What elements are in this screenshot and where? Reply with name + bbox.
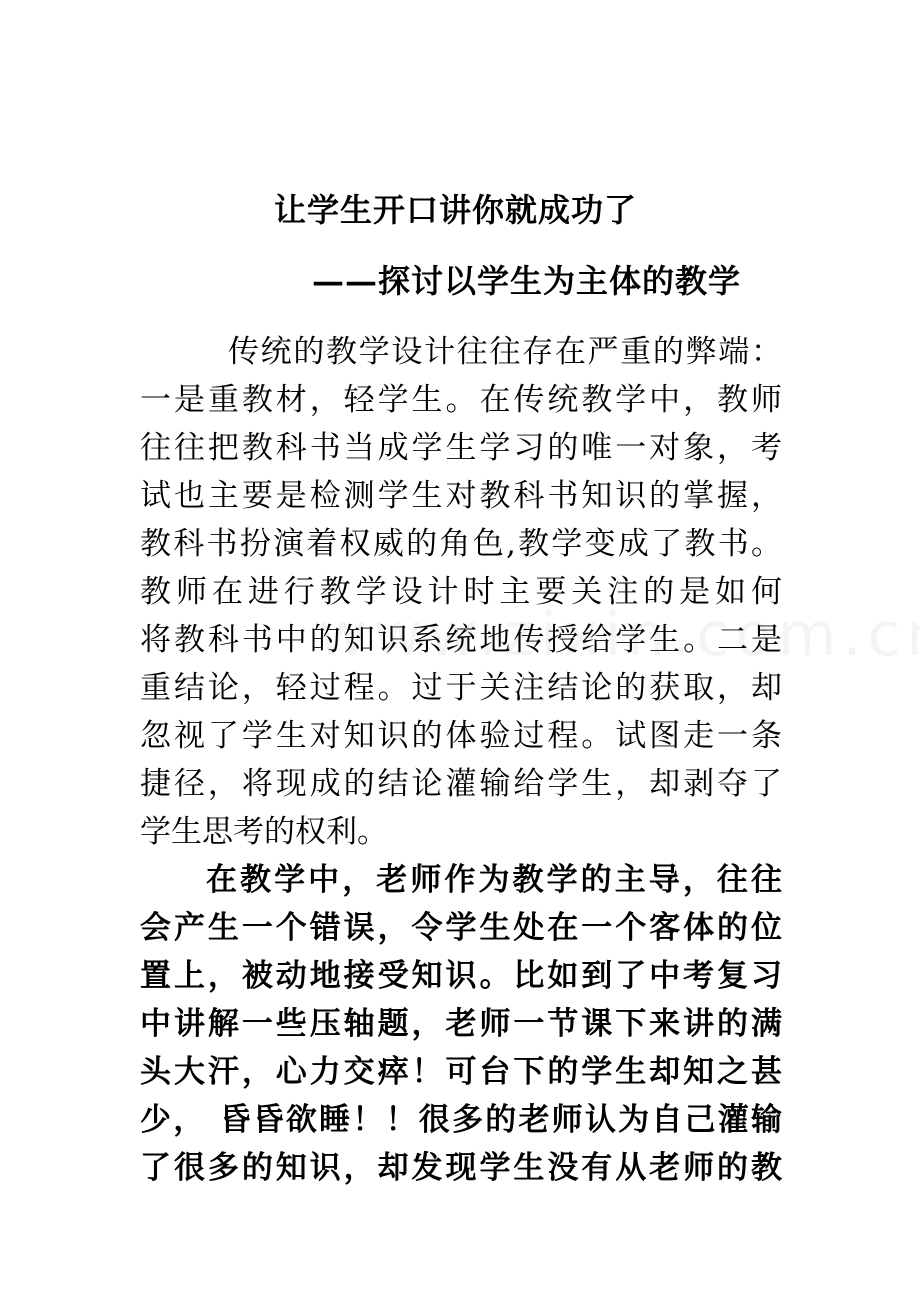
paragraph-line: 试也主要是检测学生对教科书知识的掌握，	[140, 478, 782, 514]
paragraph-line: 少， 昏昏欲睡！！很多的老师认为自己灌输	[140, 1102, 782, 1138]
paragraph-line: 传统的教学设计往往存在严重的弊端：	[228, 334, 782, 370]
paragraph-line: 捷径，将现成的结论灌输给学生，却剥夺了	[140, 766, 782, 802]
paragraph-line: 会产生一个错误，令学生处在一个客体的位	[140, 910, 782, 946]
paragraph-line: 往往把教科书当成学生学习的唯一对象，考	[140, 430, 782, 466]
paragraph-traditional-teaching	[140, 328, 782, 856]
paragraph-line: 学生思考的权利。	[140, 814, 388, 850]
paragraph-line: 将教科书中的知识系统地传授给学生。二是	[140, 622, 782, 658]
paragraph-line: 一是重教材，轻学生。在传统教学中，教师	[140, 382, 782, 418]
paragraph-line: 中讲解一些压轴题，老师一节课下来讲的满	[140, 1006, 782, 1042]
paragraph-line: 了很多的知识，却发现学生没有从老师的教	[140, 1150, 782, 1186]
paragraph-line: 教科书扮演着权威的角色,教学变成了教书。	[140, 526, 782, 562]
paragraph-teacher-role	[140, 856, 782, 1192]
paragraph-line: 忽视了学生对知识的体验过程。试图走一条	[140, 718, 782, 754]
paragraph-line: 教师在进行教学设计时主要关注的是如何	[140, 574, 782, 610]
paragraph-line: 在教学中，老师作为教学的主导，往往	[206, 862, 782, 898]
document-subtitle: ——探讨以学生为主体的教学	[312, 262, 742, 300]
document-title: 让学生开口讲你就成功了	[274, 191, 638, 229]
paragraph-line: 重结论，轻过程。过于关注结论的获取，却	[140, 670, 782, 706]
paragraph-line: 头大汗，心力交瘁！可台下的学生却知之甚	[140, 1054, 782, 1090]
paragraph-line: 置上，被动地接受知识。比如到了中考复习	[140, 958, 782, 994]
